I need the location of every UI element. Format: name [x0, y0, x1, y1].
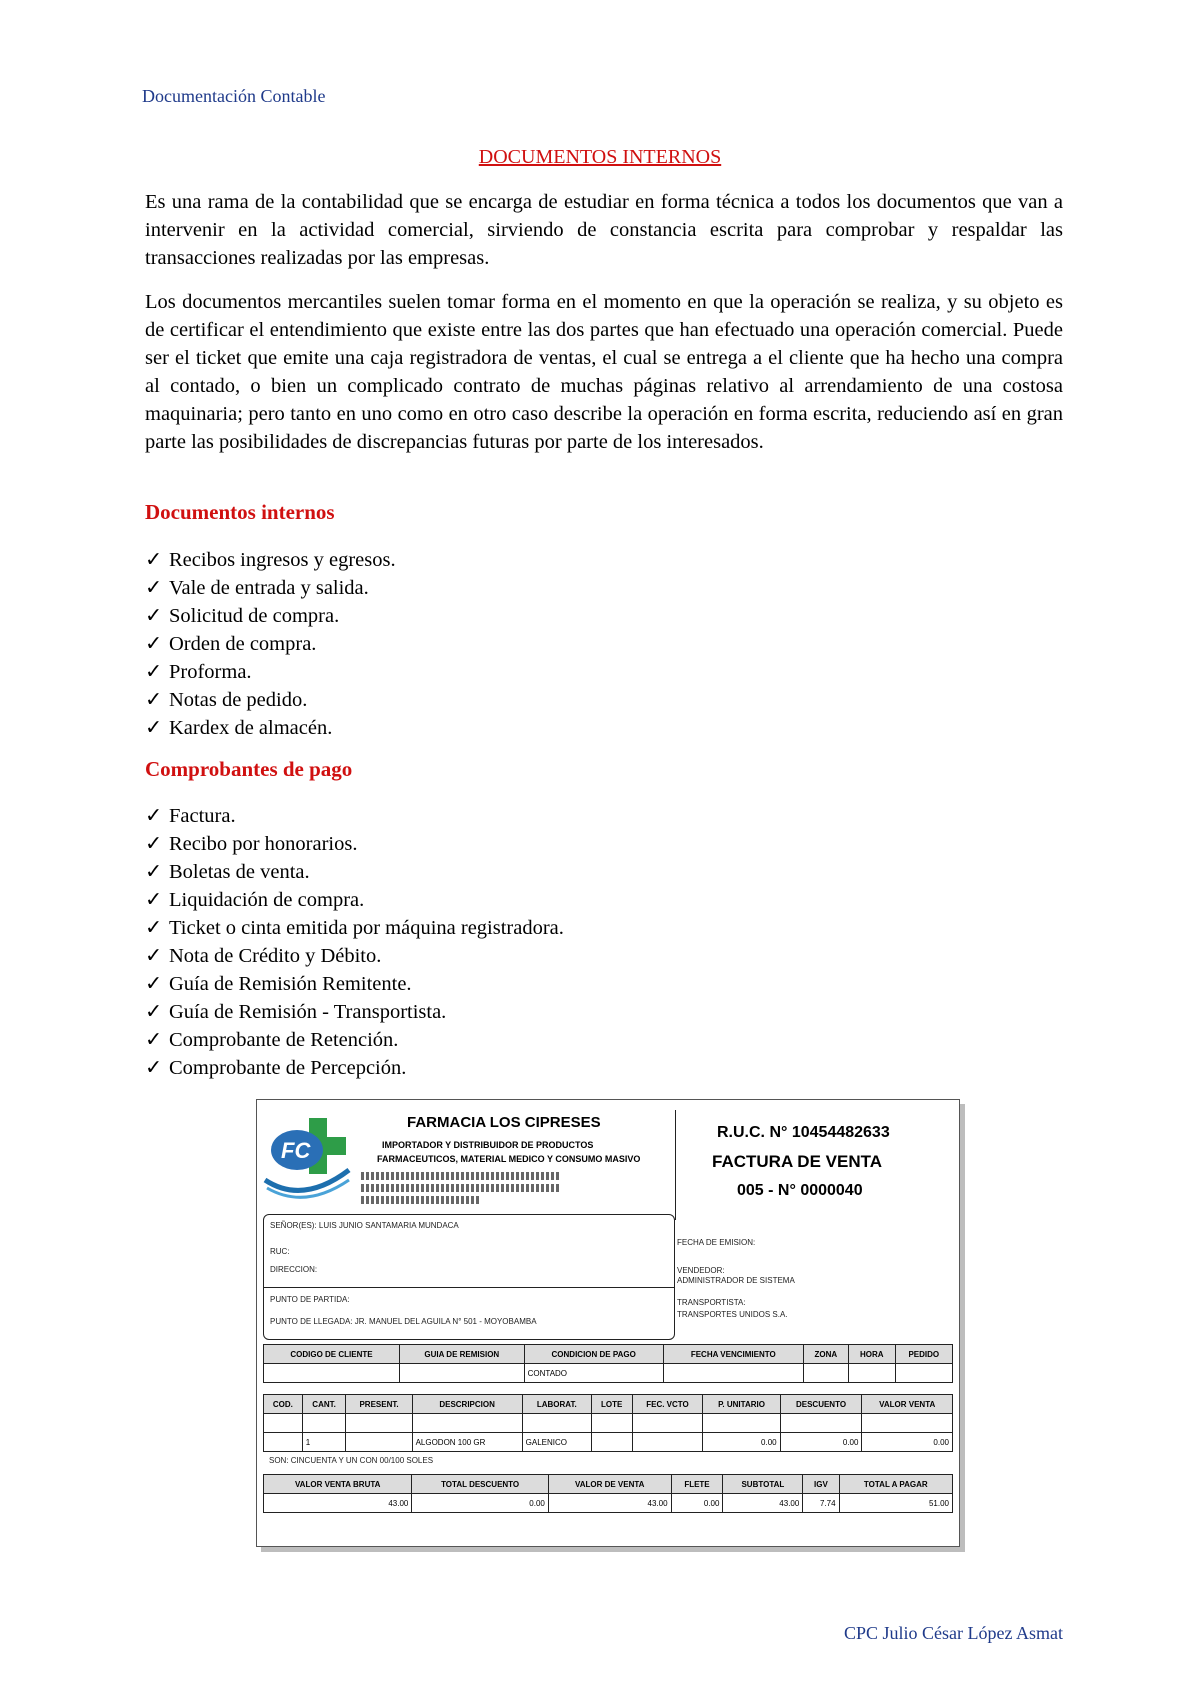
check-icon: ✓: [145, 805, 163, 827]
invoice-items-table: COD. CANT. PRESENT. DESCRIPCION LABORAT. LOTE FEC. VCTO P. UNITARIO DESCUENTO VALOR VENTA 1 ALGODON 100 GR GALENICO 0.00 0.00 0.00: [263, 1394, 953, 1452]
check-icon: ✓: [145, 917, 163, 939]
ruc-number: R.U.C. N° 10454482633: [717, 1124, 890, 1141]
paragraph-intro: Es una rama de la contabilidad que se encarga de estudiar en forma técnica a todos los documentos que van a intervenir en la actividad comercial, sirviendo de constancia escrita para comprobar y respaldar las transacciones realizadas por las empresas.: [145, 191, 1063, 269]
customer-address-label: DIRECCION:: [270, 1265, 318, 1274]
departure-label: PUNTO DE PARTIDA:: [270, 1295, 350, 1304]
list-item: ✓ Liquidación de compra.: [145, 886, 564, 914]
check-icon: ✓: [145, 661, 163, 683]
seller-label: VENDEDOR:: [677, 1266, 725, 1275]
invoice-header-table: CODIGO DE CLIENTE GUIA DE REMISION CONDICION DE PAGO FECHA VENCIMIENTO ZONA HORA PEDIDO CONTADO: [263, 1344, 953, 1383]
section-heading-payment: Comprobantes de pago: [145, 757, 353, 781]
check-icon: ✓: [145, 889, 163, 911]
list-item: ✓ Notas de pedido.: [145, 686, 396, 714]
document-number: 005 - N° 0000040: [737, 1182, 863, 1199]
list-item: ✓ Ticket o cinta emitida por máquina registradora.: [145, 914, 564, 942]
list-item: ✓ Vale de entrada y salida.: [145, 574, 396, 602]
carrier-name: TRANSPORTES UNIDOS S.A.: [677, 1310, 788, 1319]
list-item: ✓ Kardex de almacén.: [145, 714, 396, 742]
list-item: ✓ Guía de Remisión - Transportista.: [145, 998, 564, 1026]
list-item: ✓ Proforma.: [145, 658, 396, 686]
section-heading-internal: Documentos internos: [145, 500, 335, 524]
company-name: FARMACIA LOS CIPRESES: [407, 1114, 601, 1131]
check-icon: ✓: [145, 1001, 163, 1023]
amount-in-words: SON: CINCUENTA Y UN CON 00/100 SOLES: [269, 1456, 434, 1465]
check-icon: ✓: [145, 717, 163, 739]
customer-ruc-label: RUC:: [270, 1247, 290, 1256]
table-row: [264, 1414, 953, 1433]
check-icon: ✓: [145, 833, 163, 855]
list-item: ✓ Factura.: [145, 802, 564, 830]
table-row: 1 ALGODON 100 GR GALENICO 0.00 0.00 0.00: [264, 1433, 953, 1452]
carrier-label: TRANSPORTISTA:: [677, 1298, 746, 1307]
list-item: ✓ Orden de compra.: [145, 630, 396, 658]
customer-name: SEÑOR(ES): LUIS JUNIO SANTAMARIA MUNDACA: [270, 1221, 459, 1230]
customer-box: [263, 1214, 675, 1340]
check-icon: ✓: [145, 973, 163, 995]
emission-date-label: FECHA DE EMISION:: [677, 1238, 756, 1247]
page-title: DOCUMENTOS INTERNOS: [478, 146, 722, 168]
internal-documents-list: [145, 546, 396, 742]
document-footer: CPC Julio César López Asmat: [844, 1623, 1063, 1643]
list-item: ✓ Recibo por honorarios.: [145, 830, 564, 858]
check-icon: ✓: [145, 577, 163, 599]
list-item: ✓ Comprobante de Percepción.: [145, 1054, 564, 1082]
check-icon: ✓: [145, 633, 163, 655]
list-item: ✓ Guía de Remisión Remitente.: [145, 970, 564, 998]
seller-name: ADMINISTRADOR DE SISTEMA: [677, 1276, 795, 1285]
payment-documents-list: [145, 802, 564, 1082]
list-item: ✓ Nota de Crédito y Débito.: [145, 942, 564, 970]
check-icon: ✓: [145, 689, 163, 711]
check-icon: ✓: [145, 549, 163, 571]
paragraph-commercial-documents: Los documentos mercantiles suelen tomar forma en el momento en que la operación se realiza, y su objeto es de certificar el entendimiento que existe entre las dos partes que han efectuado una operación comercial. Puede ser el ticket que emite una caja registradora de ventas, el cual se entrega a el cliente que ha hecho una compra al contado, o bien un complicado contrato de muchas páginas relativo al arrendamiento de una costosa maquinaria; pero tanto en uno como en otro caso describe la operación en forma escrita, reduciendo así en gran parte las posibilidades de discrepancias futuras por parte de los interesados.: [145, 291, 1063, 453]
check-icon: ✓: [145, 1029, 163, 1051]
document-type: FACTURA DE VENTA: [712, 1152, 882, 1171]
pharmacy-logo: [263, 1110, 351, 1200]
document-header: Documentación Contable: [142, 86, 326, 106]
check-icon: ✓: [145, 605, 163, 627]
svg-text:FC: FC: [281, 1138, 311, 1163]
company-subtitle: FARMACEUTICOS, MATERIAL MEDICO Y CONSUMO MASIVO: [377, 1154, 641, 1164]
company-address: [361, 1170, 561, 1204]
list-item: ✓ Boletas de venta.: [145, 858, 564, 886]
invoice-totals-table: VALOR VENTA BRUTA TOTAL DESCUENTO VALOR DE VENTA FLETE SUBTOTAL IGV TOTAL A PAGAR 43.00 0.00 43.00 0.00 43.00 7.74 51.00: [263, 1474, 953, 1513]
list-item: ✓ Comprobante de Retención.: [145, 1026, 564, 1054]
check-icon: ✓: [145, 861, 163, 883]
check-icon: ✓: [145, 1057, 163, 1079]
list-item: ✓ Solicitud de compra.: [145, 602, 396, 630]
arrival-point: PUNTO DE LLEGADA: JR. MANUEL DEL AGUILA N° 501 - MOYOBAMBA: [270, 1317, 537, 1326]
company-subtitle: IMPORTADOR Y DISTRIBUIDOR DE PRODUCTOS: [382, 1140, 594, 1150]
invoice-image: [256, 1099, 960, 1547]
list-item: ✓ Recibos ingresos y egresos.: [145, 546, 396, 574]
check-icon: ✓: [145, 945, 163, 967]
